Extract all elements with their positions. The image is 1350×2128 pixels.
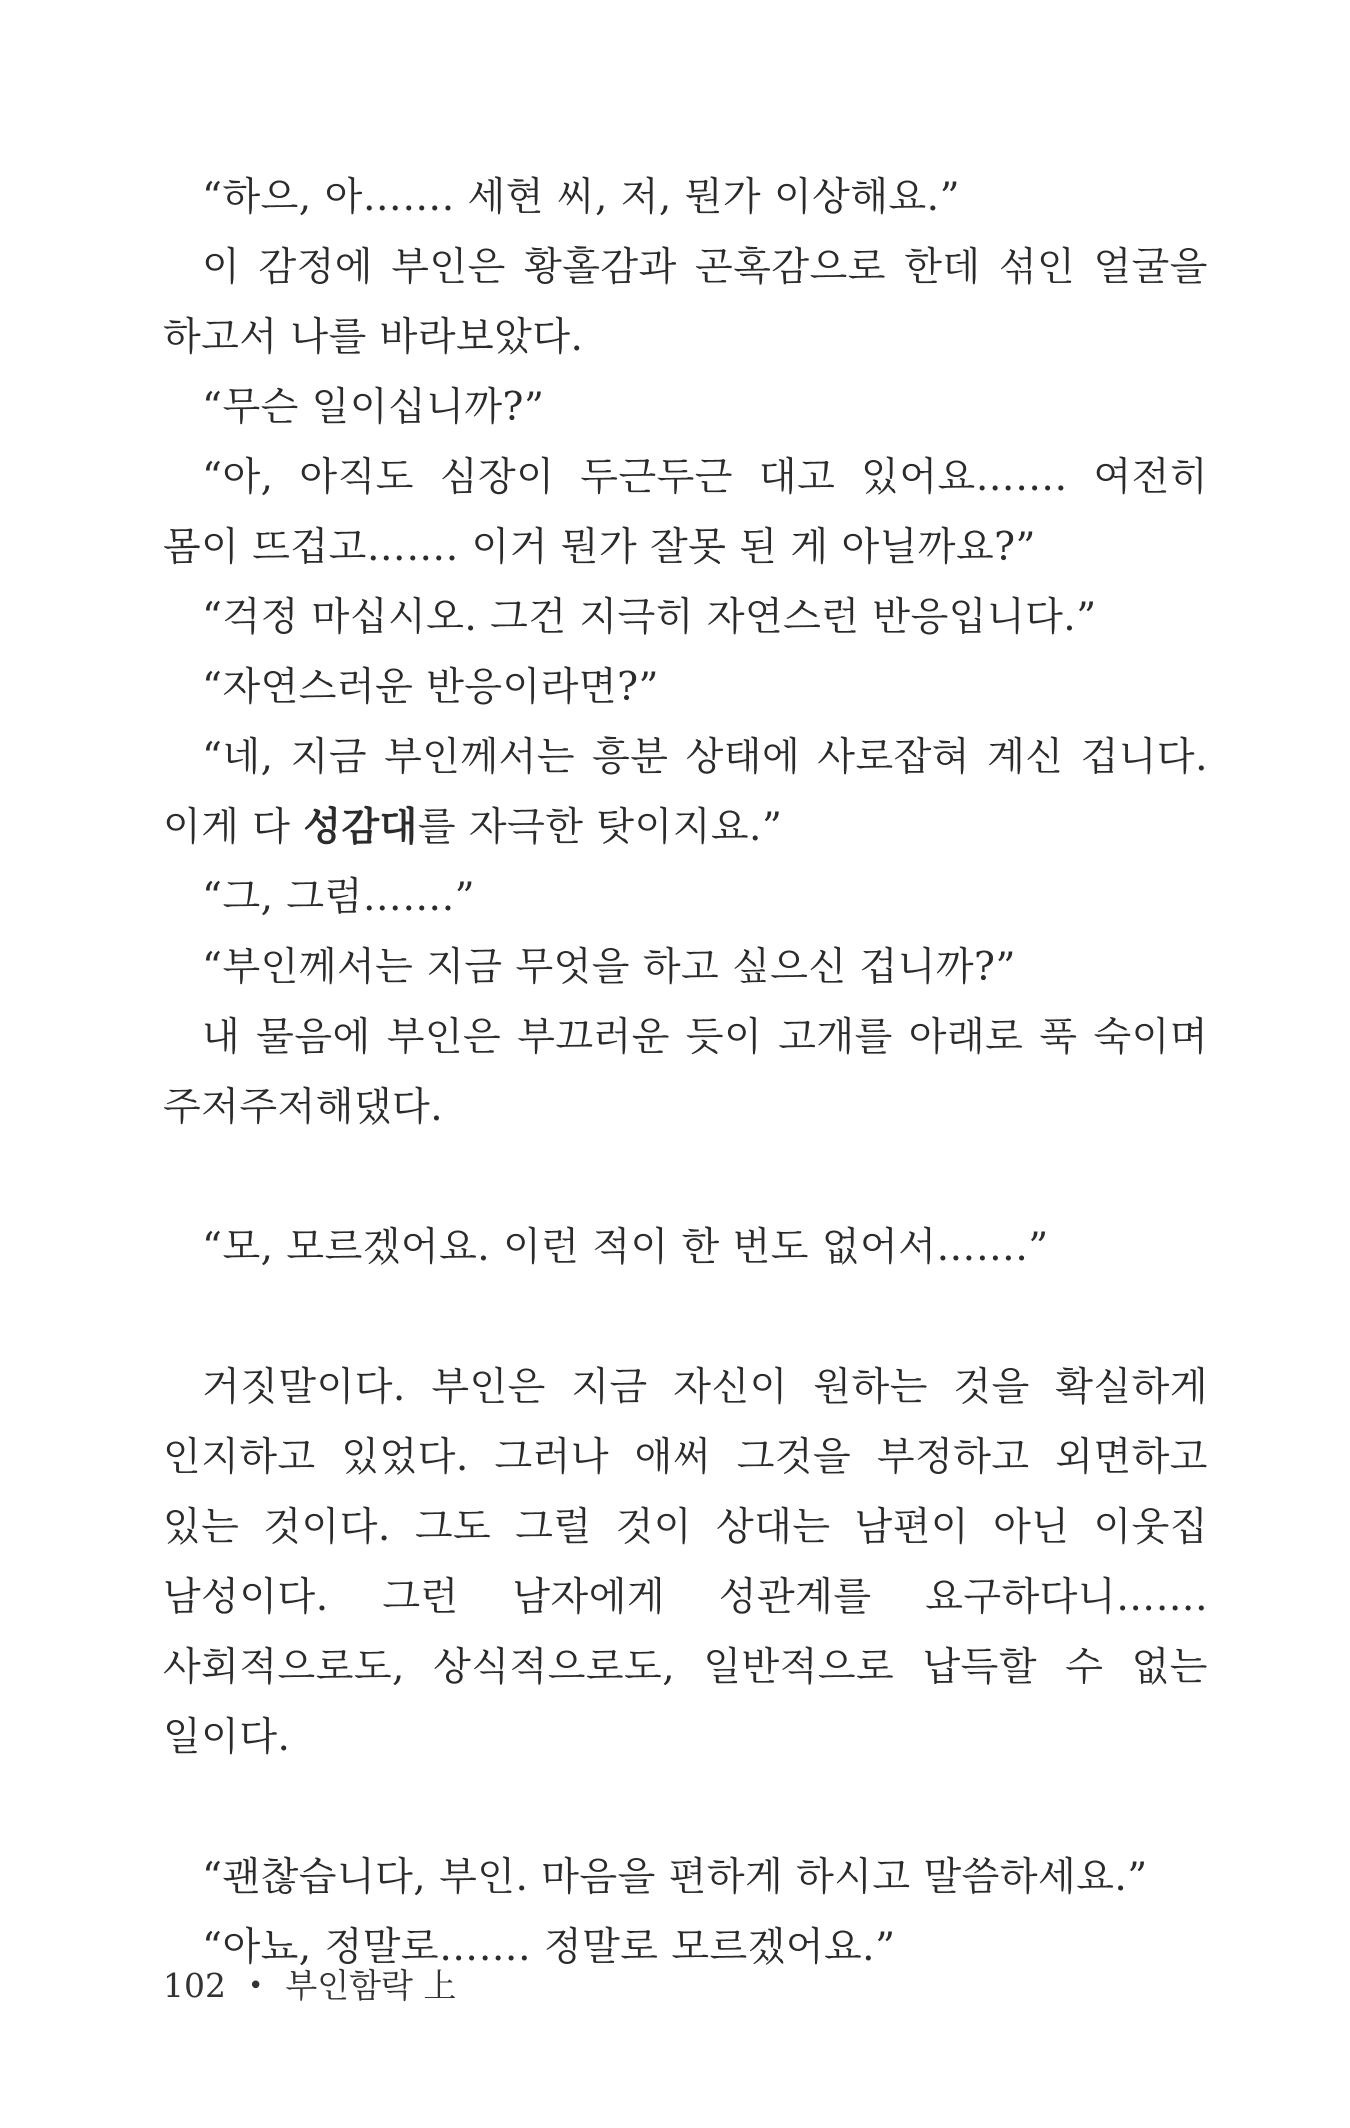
page-footer	[163, 1964, 456, 2011]
paragraph: “자연스러운 반응이라면?”	[202, 665, 659, 710]
paragraph: 이 감정에 부인은 황홀감과 곤혹감으로 한데 섞인 얼굴을 하고서 나를 바라보았다.	[163, 245, 1208, 360]
emphasized-word: 성감대	[303, 805, 418, 850]
bullet-separator: •	[248, 1971, 264, 2001]
paragraph: 내 물음에 부인은 부끄러운 듯이 고개를 아래로 푹 숙이며 주저주저해댔다.	[163, 1015, 1208, 1130]
body-text	[163, 163, 1208, 1983]
paragraph: “무슨 일이십니까?”	[202, 385, 545, 430]
paragraph: 거짓말이다. 부인은 지금 자신이 원하는 것을 확실하게 인지하고 있었다. 그러나 애써 그것을 부정하고 외면하고 있는 것이다. 그도 그럴 것이 상대는 남편이 아닌 이웃집 남성이다. 그런 남자에게 성관계를 요구하다니……. 사회적으로도, 상식적으로도, 일반적으로 납득할 수 없는 일이다.	[163, 1365, 1208, 1760]
paragraph-text-after: 를 자극한 탓이지요.”	[417, 805, 783, 850]
paragraph: “아뇨, 정말로……. 정말로 모르겠어요.”	[202, 1925, 896, 1970]
paragraph: “하으, 아……. 세현 씨, 저, 뭔가 이상해요.”	[202, 175, 961, 220]
paragraph-with-emphasis	[163, 723, 1208, 863]
paragraph: “아, 아직도 심장이 두근두근 대고 있어요……. 여전히 몸이 뜨겁고……. 이거 뭔가 잘못 된 게 아닐까요?”	[163, 455, 1208, 570]
paragraph-text-before: “네, 지금 부인께서는 흥분 상태에 사로잡혀 계신 겁니다. 이게 다	[163, 735, 1208, 850]
page-number: 102	[163, 1966, 226, 2005]
paragraph: “걱정 마십시오. 그건 지극히 자연스런 반응입니다.”	[202, 595, 1097, 640]
paragraph: “모, 모르겠어요. 이런 적이 한 번도 없어서…….”	[202, 1225, 1049, 1270]
paragraph: “부인께서는 지금 무엇을 하고 싶으신 겁니까?”	[202, 945, 1016, 990]
paragraph: “괜찮습니다, 부인. 마음을 편하게 하시고 말씀하세요.”	[202, 1855, 1148, 1900]
paragraph: “그, 그럼…….”	[202, 875, 476, 920]
book-title: 부인함락 上	[285, 1966, 457, 2005]
